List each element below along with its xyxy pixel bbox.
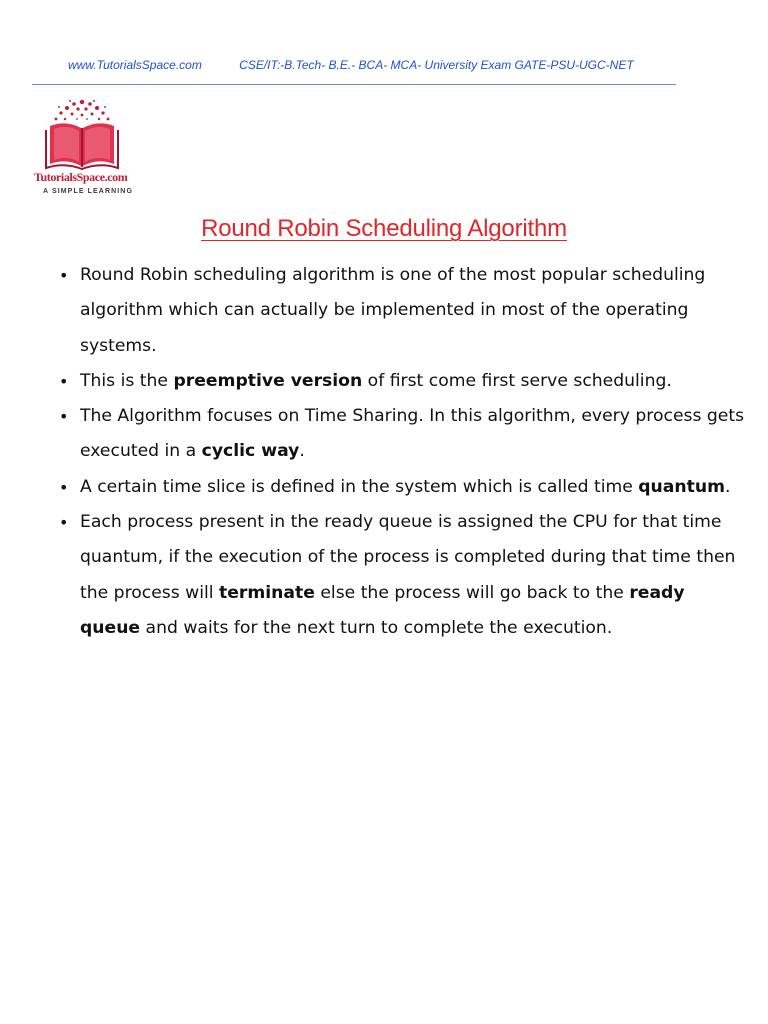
page-title — [0, 215, 768, 243]
logo-name: TutorialsSpace.com — [34, 170, 128, 184]
site-logo — [34, 98, 134, 202]
list-item — [59, 399, 750, 470]
bold-term: quantum — [638, 476, 725, 497]
bullet-text: The Algorithm focuses on Time Sharing. In this algorithm, every process gets executed in a — [80, 406, 745, 462]
page-header — [68, 58, 634, 72]
bullet-dot: • — [59, 371, 69, 391]
bullet-text: . — [725, 476, 731, 497]
header-site-link[interactable]: www.TutorialsSpace.com — [68, 58, 202, 72]
bullet-text: A certain time slice is defined in the system which is called time — [80, 476, 639, 497]
bold-term: terminate — [219, 582, 315, 603]
header-divider — [32, 84, 676, 85]
bold-term: preemptive version — [173, 370, 363, 391]
logo-tagline: A SIMPLE LEARNING — [43, 188, 133, 195]
bullet-dot: • — [59, 266, 69, 285]
bullet-text: of first come first serve scheduling. — [362, 370, 672, 391]
bullet-text: Each process present in the ready queue is assigned the CPU for that time quantum, if the execution of the process is completed during that time then the process will — [80, 512, 736, 603]
list-item — [59, 364, 750, 399]
bullet-dot: • — [59, 407, 69, 427]
bullet-text: Round Robin scheduling algorithm is one of the most popular scheduling algorithm which can actually be implemented in most of the operating systems. — [80, 265, 706, 356]
bullet-text: and waits for the next turn to complete the execution. — [140, 617, 613, 638]
bullet-dot: • — [59, 513, 69, 533]
open-book-logo-icon — [34, 98, 134, 170]
page-title-text: Round Robin Scheduling Algorithm — [201, 215, 567, 242]
bullet-dot: • — [59, 477, 69, 497]
bullet-text: This is the — [80, 370, 174, 391]
list-item — [59, 505, 750, 646]
bold-term: cyclic way — [201, 441, 300, 462]
list-item — [59, 470, 750, 505]
bold-term: ready queue — [80, 582, 685, 638]
bullet-text: else the process will go back to the — [314, 582, 630, 603]
header-courses-text: CSE/IT:-B.Tech- B.E.- BCA- MCA- University Exam GATE-PSU-UGC-NET — [239, 58, 634, 72]
bullet-text: . — [299, 441, 305, 462]
list-item — [59, 258, 750, 364]
bullet-list — [59, 258, 750, 646]
